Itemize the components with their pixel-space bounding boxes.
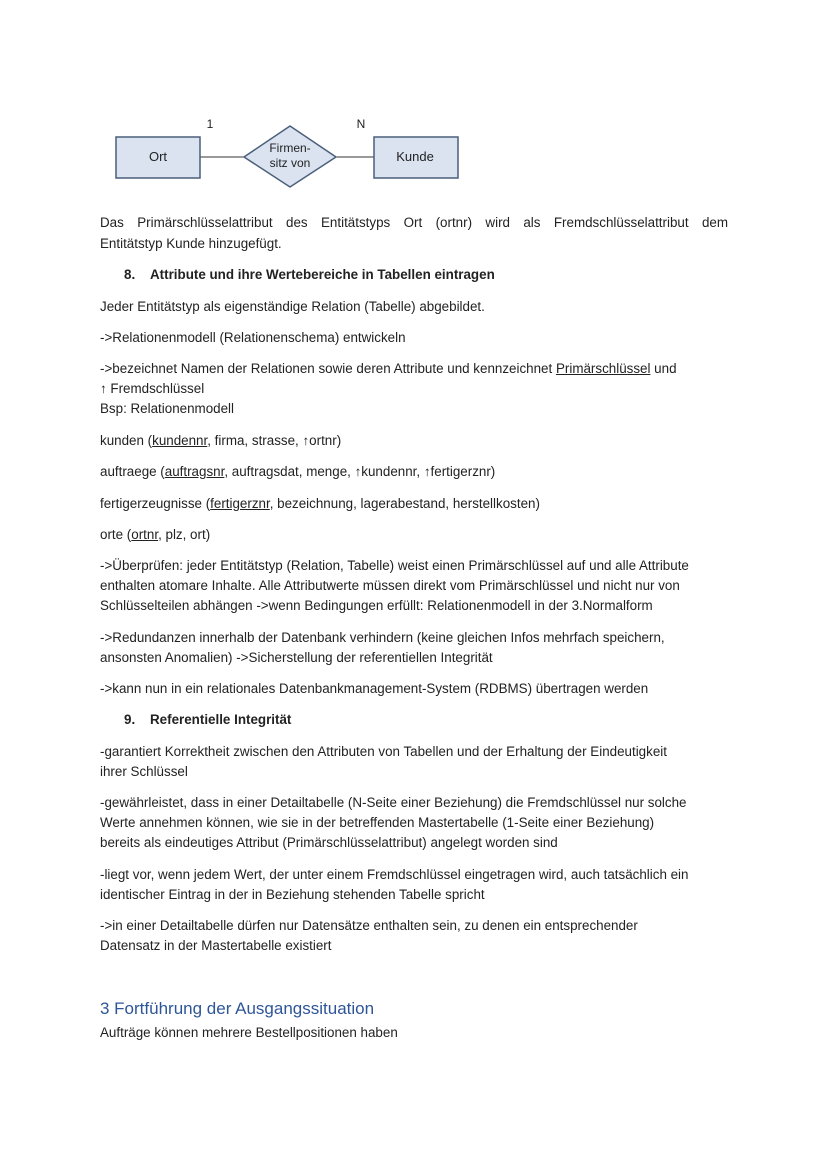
heading-8 — [124, 265, 752, 285]
paragraph-detailtabelle-line1: ->in einer Detailtabelle dürfen nur Datensätze enthalten sein, zu denen ein entsprechender — [100, 918, 638, 933]
paragraph-bezeichnet — [100, 359, 728, 379]
section-heading-3: 3 Fortführung der Ausgangssituation — [100, 999, 375, 1018]
heading-9 — [124, 710, 752, 730]
relation-fertigerzeugnisse-key: fertigerznr — [210, 496, 270, 511]
relation-kunden-rest: , firma, strasse, ↑ortnr) — [207, 433, 342, 448]
paragraph-pruefen-line3: Schlüsselteilen abhängen ->wenn Bedingungen erfüllt: Relationenmodell in der 3.Normalform — [100, 598, 653, 613]
relation-orte-rest: , plz, ort) — [158, 527, 211, 542]
paragraph-liegt-vor-line1: -liegt vor, wenn jedem Wert, der unter einem Fremdschlüssel eingetragen wird, auch tatsächlich ein — [100, 867, 689, 882]
paragraph-fk-line2: Entitätstyp Kunde hinzugefügt. — [100, 236, 282, 251]
paragraph-fk-line1: Das Primärschlüsselattribut des Entitätstyps Ort (ortnr) wird als Fremdschlüsselattribut dem — [100, 215, 728, 230]
heading-8-number: 8. — [124, 267, 136, 282]
paragraph-gewaehrleistet-line1: -gewährleistet, dass in einer Detailtabelle (N-Seite einer Beziehung) die Fremdschlüssel nur solche — [100, 795, 687, 810]
paragraph-liegt-vor-line2: identischer Eintrag in der in Beziehung stehenden Tabelle spricht — [100, 887, 485, 902]
bezeichnet-text-a: ->bezeichnet Namen der Relationen sowie deren Attribute und kennzeichnet — [100, 361, 556, 376]
relation-orte-key: ortnr — [131, 527, 159, 542]
paragraph-relation: Jeder Entitätstyp als eigenständige Relation (Tabelle) abgebildet. — [100, 299, 485, 314]
paragraph-pruefen-line1: ->Überprüfen: jeder Entitätstyp (Relation, Tabelle) weist einen Primärschlüssel auf und alle Attribute — [100, 558, 689, 573]
relation-auftraege-name: auftraege ( — [100, 464, 165, 479]
cardinality-1: 1 — [206, 117, 214, 131]
heading-9-number: 9. — [124, 712, 136, 727]
er-diagram — [0, 0, 828, 200]
cardinality-n: N — [356, 117, 366, 131]
paragraph-auftraege: Aufträge können mehrere Bestellpositionen haben — [100, 1025, 398, 1040]
relation-auftraege-key: auftragsnr — [164, 464, 225, 479]
paragraph-gewaehrleistet-line3: bereits als eindeutiges Attribut (Primärschlüsselattribut) angelegt worden sind — [100, 835, 558, 850]
paragraph-redundanz-line2: ansonsten Anomalien) ->Sicherstellung der referentiellen Integrität — [100, 650, 493, 665]
relation-fertigerzeugnisse-rest: , bezeichnung, lagerabestand, herstellkosten) — [269, 496, 540, 511]
relationship-label-line1: Firmen- — [269, 141, 311, 155]
relation-kunden — [100, 431, 728, 451]
paragraph-gewaehrleistet-line2: Werte annehmen können, wie sie in der betreffenden Mastertabelle (1-Seite einer Beziehung) — [100, 815, 655, 830]
relation-kunden-name: kunden ( — [100, 433, 153, 448]
paragraph-redundanz-line1: ->Redundanzen innerhalb der Datenbank verhindern (keine gleichen Infos mehrfach speichern, — [100, 630, 665, 645]
paragraph-pruefen-line2: enthalten atomare Inhalte. Alle Attributwerte müssen direkt vom Primärschlüssel und nicht nur von — [100, 578, 680, 593]
relationship-label-line2: sitz von — [269, 156, 311, 170]
heading-8-title: Attribute und ihre Wertebereiche in Tabellen eintragen — [150, 267, 495, 282]
relation-auftraege-rest: , auftragsdat, menge, ↑kundennr, ↑fertigerznr) — [224, 464, 496, 479]
relation-orte — [100, 525, 728, 545]
paragraph-bsp: Bsp: Relationenmodell — [100, 401, 234, 416]
paragraph-relationenmodell: ->Relationenmodell (Relationenschema) entwickeln — [100, 330, 406, 345]
paragraph-rdbms: ->kann nun in ein relationales Datenbankmanagement-System (RDBMS) übertragen werden — [100, 681, 649, 696]
heading-9-title: Referentielle Integrität — [150, 712, 292, 727]
paragraph-detailtabelle-line2: Datensatz in der Mastertabelle existiert — [100, 938, 332, 953]
entity-label-kunde: Kunde — [396, 149, 434, 164]
relation-kunden-key: kundennr — [152, 433, 208, 448]
relation-fertigerzeugnisse — [100, 494, 728, 514]
paragraph-fremdschluessel: ↑ Fremdschlüssel — [100, 381, 205, 396]
relation-orte-name: orte ( — [100, 527, 132, 542]
relation-auftraege — [100, 462, 728, 482]
paragraph-garantiert-line1: -garantiert Korrektheit zwischen den Attributen von Tabellen und der Erhaltung der Eindeutigkeit — [100, 744, 667, 759]
relation-fertigerzeugnisse-name: fertigerzeugnisse ( — [100, 496, 211, 511]
paragraph-garantiert-line2: ihrer Schlüssel — [100, 764, 188, 779]
primaerschluessel-underlined: Primärschlüssel — [555, 361, 651, 376]
entity-label-ort: Ort — [148, 149, 168, 164]
bezeichnet-text-b: und — [650, 361, 677, 376]
